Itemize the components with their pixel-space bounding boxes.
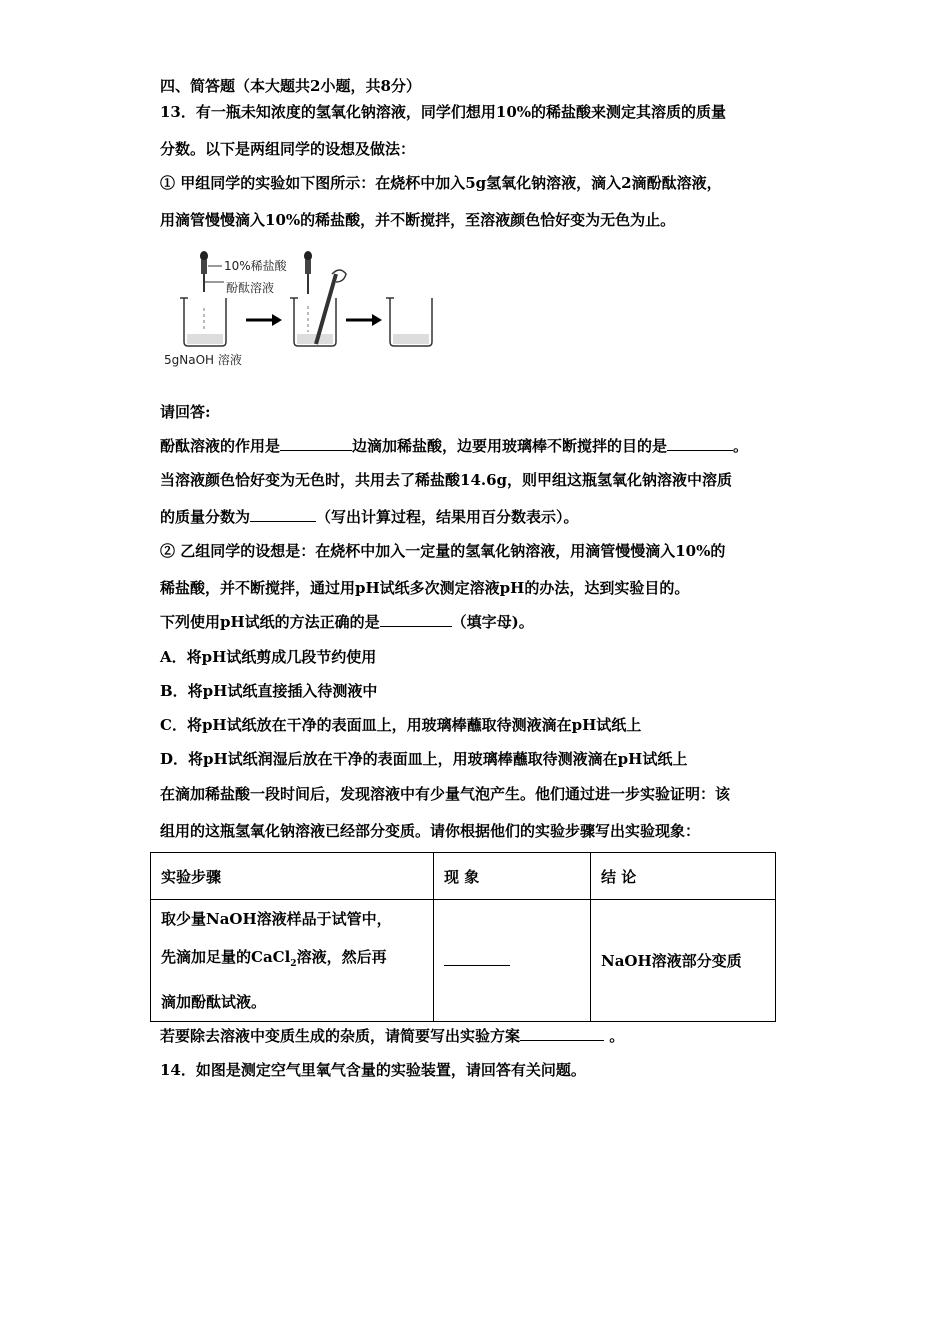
qa2-line2	[160, 507, 579, 527]
table-row	[151, 900, 776, 1022]
label-naoh: 5gNaOH 溶液	[164, 353, 242, 367]
group-b-line1: ② 乙组同学的设想是：在烧杯中加入一定量的氢氧化钠溶液，用滴管慢慢滴入10%的	[160, 542, 726, 560]
beaker-3	[386, 298, 432, 346]
answer-prompt: 请回答:	[160, 403, 211, 421]
qa2-part1: 的质量分数为	[160, 508, 251, 526]
dropper-1	[200, 251, 208, 292]
stirring-rod	[316, 270, 346, 344]
dropper-2	[304, 251, 312, 294]
cell-phenomenon	[434, 900, 591, 1022]
ph-question-part1: 下列使用pH试纸的方法正确的是	[160, 613, 380, 631]
blank-mass-fraction[interactable]	[250, 507, 316, 522]
group-a-line2: 用滴管慢慢滴入10%的稀盐酸，并不断搅拌，至溶液颜色恰好变为无色为止。	[160, 211, 676, 229]
arrow-1	[246, 314, 282, 326]
qa1-part2: 边滴加稀盐酸，边要用玻璃棒不断搅拌的目的是	[352, 437, 668, 455]
experiment-table	[150, 852, 776, 1022]
cell-step	[151, 900, 434, 1022]
step-line2: 先滴加足量的CaCl$_2$溶液，然后再	[161, 948, 387, 969]
q13-intro-line1: 13．有一瓶未知浓度的氢氧化钠溶液，同学们想用10%的稀盐酸来测定其溶质的质量	[160, 103, 727, 121]
step-line1: 取少量NaOH溶液样品于试管中，	[161, 910, 392, 928]
option-a: A．将pH试纸剪成几段节约使用	[160, 648, 377, 666]
qa1-end: 。	[733, 437, 749, 455]
remove-part1: 若要除去溶液中变质生成的杂质，请简要写出实验方案	[160, 1027, 521, 1045]
option-c: C．将pH试纸放在干净的表面皿上，用玻璃棒蘸取待测液滴在pH试纸上	[160, 716, 642, 734]
blank-stir-purpose[interactable]	[667, 436, 733, 451]
header-conclusion: 结 论	[591, 853, 776, 900]
ph-question	[160, 612, 534, 632]
group-b-line2: 稀盐酸，并不断搅拌，通过用pH试纸多次测定溶液pH的办法，达到实验目的。	[160, 579, 690, 597]
q13-intro-line2: 分数。以下是两组同学的设想及做法：	[160, 140, 416, 158]
bubble-line2: 组用的这瓶氢氧化钠溶液已经部分变质。请你根据他们的实验步骤写出实验现象：	[160, 822, 701, 840]
qa1-part1: 酚酞溶液的作用是	[160, 437, 281, 455]
group-a-line1: ① 甲组同学的实验如下图所示：在烧杯中加入5g氢氧化钠溶液，滴入2滴酚酞溶液，	[160, 174, 722, 192]
step-line3: 滴加酚酞试液。	[161, 993, 267, 1011]
label-phenol: 酚酞溶液	[226, 281, 275, 295]
header-phenomenon: 现 象	[434, 853, 591, 900]
blank-remove-plan[interactable]	[520, 1026, 604, 1041]
section-title: 四、简答题（本大题共2小题，共8分）	[160, 77, 421, 95]
ph-question-part2: （填字母)。	[451, 613, 534, 631]
arrow-2	[346, 314, 382, 326]
blank-phenomenon[interactable]	[444, 951, 510, 966]
q14-text: 14．如图是测定空气里氧气含量的实验装置，请回答有关问题。	[160, 1061, 586, 1079]
remove-impurity-line	[160, 1026, 624, 1046]
blank-ph-choice[interactable]	[380, 612, 452, 627]
option-b: B．将pH试纸直接插入待测液中	[160, 682, 378, 700]
table-header-row	[151, 853, 776, 900]
qa2-line1: 当溶液颜色恰好变为无色时，共用去了稀盐酸14.6g，则甲组这瓶氢氧化钠溶液中溶质	[160, 471, 733, 489]
blank-phenol-role[interactable]	[280, 436, 352, 451]
beaker-1	[180, 298, 226, 346]
header-step: 实验步骤	[151, 853, 434, 900]
qa1-line	[160, 436, 748, 456]
option-d: D．将pH试纸润湿后放在干净的表面皿上，用玻璃棒蘸取待测液滴在pH试纸上	[160, 750, 688, 768]
bubble-line1: 在滴加稀盐酸一段时间后，发现溶液中有少量气泡产生。他们通过进一步实验证明：该	[160, 785, 731, 803]
remove-part2: 。	[604, 1027, 625, 1045]
label-acid: 10%稀盐酸	[224, 259, 287, 273]
qa2-part2: （写出计算过程，结果用百分数表示）。	[316, 508, 579, 526]
experiment-figure	[160, 246, 440, 376]
cell-conclusion: NaOH溶液部分变质	[591, 900, 776, 1022]
